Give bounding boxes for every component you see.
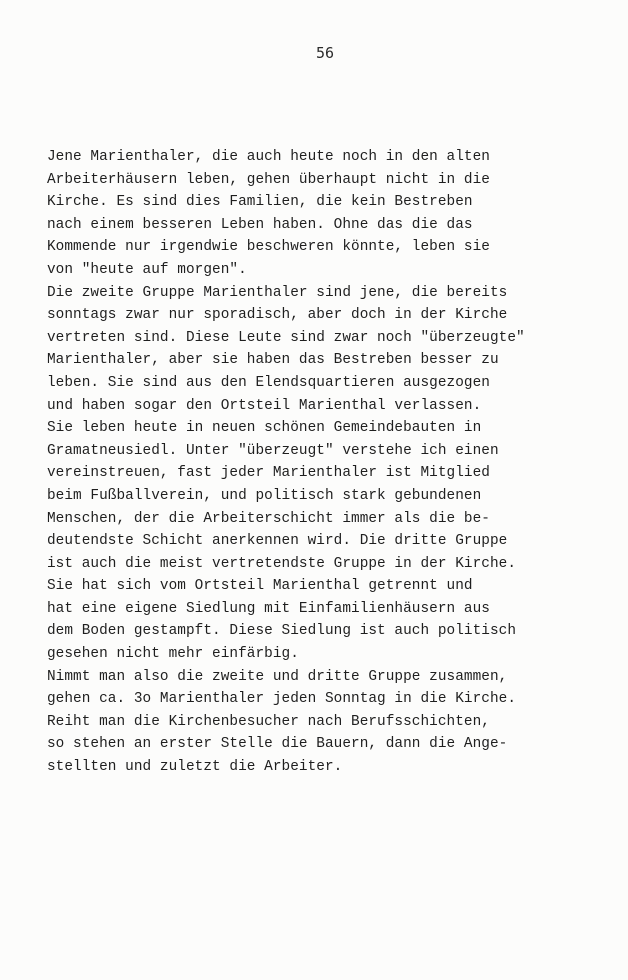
text-line: vertreten sind. Diese Leute sind zwar noch "überzeugte" (47, 329, 525, 346)
text-line: ist auch die meist vertretendste Gruppe in der Kirche. (47, 555, 517, 572)
body-text (47, 146, 617, 779)
text-line: Kirche. Es sind dies Familien, die kein Bestreben (47, 194, 473, 211)
text-line: Sie hat sich vom Ortsteil Marienthal getrennt und (47, 578, 473, 595)
text-line: Marienthaler, aber sie haben das Bestreben besser zu (47, 352, 499, 369)
text-line: beim Fußballverein, und politisch stark gebundenen (47, 487, 482, 504)
text-line: gesehen nicht mehr einfärbig. (47, 646, 299, 663)
text-line: hat eine eigene Siedlung mit Einfamilienhäusern aus (47, 600, 490, 617)
text-line: so stehen an erster Stelle die Bauern, dann die Ange- (47, 736, 508, 753)
text-line: Gramatneusiedl. Unter "überzeugt" verstehe ich einen (47, 442, 499, 459)
text-line: deutendste Schicht anerkennen wird. Die dritte Gruppe (47, 533, 508, 550)
text-line: stellten und zuletzt die Arbeiter. (47, 759, 343, 776)
text-line: Jene Marienthaler, die auch heute noch in den alten (47, 149, 490, 165)
text-line: nach einem besseren Leben haben. Ohne das die das (47, 216, 473, 233)
page-number: 56 (315, 44, 335, 62)
text-line: Nimmt man also die zweite und dritte Gruppe zusammen, (47, 668, 508, 685)
text-line: vereinstreuen, fast jeder Marienthaler ist Mitglied (47, 465, 490, 482)
text-line: und haben sogar den Ortsteil Marienthal verlassen. (47, 397, 482, 414)
text-line: gehen ca. 3o Marienthaler jeden Sonntag in die Kirche. (47, 691, 517, 708)
text-line: dem Boden gestampft. Diese Siedlung ist auch politisch (47, 623, 517, 640)
text-line: Reiht man die Kirchenbesucher nach Berufsschichten, (47, 713, 490, 730)
text-line: sonntags zwar nur sporadisch, aber doch in der Kirche (47, 307, 508, 324)
text-line: leben. Sie sind aus den Elendsquartieren ausgezogen (47, 374, 490, 391)
text-line: Arbeiterhäusern leben, gehen überhaupt nicht in die (47, 171, 490, 188)
text-line: von "heute auf morgen". (47, 261, 247, 278)
text-line: Die zweite Gruppe Marienthaler sind jene, die bereits (47, 284, 508, 301)
text-line: Sie leben heute in neuen schönen Gemeindebauten in (47, 420, 482, 437)
text-line: Menschen, der die Arbeiterschicht immer als die be- (47, 510, 490, 527)
text-line: Kommende nur irgendwie beschweren könnte, leben sie (47, 239, 490, 256)
